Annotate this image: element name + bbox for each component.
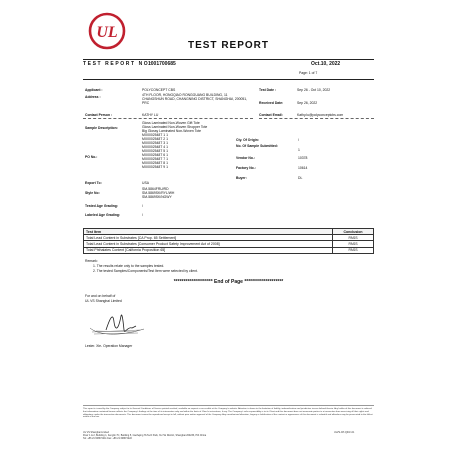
results-table — [83, 228, 374, 254]
received-date-label: Received Date: — [259, 101, 284, 105]
factory-no-value: 10614 — [298, 166, 308, 170]
report-number: 1001700685 — [148, 61, 176, 67]
signatory-company: UL VS Shanghai Limited — [85, 299, 122, 303]
signature-image — [88, 308, 148, 338]
tested-age-grading-value: / — [142, 204, 143, 208]
contact-email-value: Kathy.lu@polyconceptcbs.com — [297, 113, 344, 117]
po-value: MX0002548T 1 1 MX0002548T 2 1 MX0002548T 3 1 MX0002548T 4 1 MX0002548T 5 1 MX0002548T 6 1 MX0002548T 7 1 MX0002548T 8 1 MX0002548T 9 1 — [142, 133, 168, 169]
footer-code: ULVS-CP-QR-F-01 — [334, 431, 355, 434]
samples-submitted-value: 1 — [298, 148, 300, 152]
table-row — [84, 247, 374, 253]
applicant-label: Applicant : — [85, 88, 103, 92]
buyer-label: Buyer: — [236, 176, 247, 180]
page-number: Page: 1 of 7 — [299, 71, 318, 75]
end-of-page: ******************** End of Page ******************** — [173, 279, 284, 285]
remark-title: Remark: — [85, 259, 98, 263]
origin-label: Cty. Of Origin: — [236, 138, 259, 142]
labeled-age-grading-value: / — [142, 213, 143, 217]
on-behalf-text: For and on behalf of — [85, 294, 116, 298]
ul-logo-text: UL — [96, 24, 118, 41]
vendor-no-label: Vendor No.: — [236, 156, 256, 160]
divider-left — [83, 118, 253, 119]
vendor-no-value: 10378 — [298, 156, 308, 160]
export-to-label: Export To: — [85, 181, 102, 185]
sample-description-value: Gloss Laminated Non-Woven Gift Tote Gloss Laminated Non-Woven Shopper Tote Big Glossy Laminated Non-Woven Tote — [142, 121, 208, 133]
footer-disclaimer: This report is issued by the Company subject to its General Conditions of Service printed overleaf, available on request or accessible at the Company's website. Attention is drawn to the limitation of liability, indemnification and jurisdiction issues defined therein. Any holder of this document is advised that information contained hereon reflects the Company's findings at the time of its intervention only and within the limits of Client's instructions, if any. The Company's sole responsibility is to its Client and this document does not exonerate parties to a transaction from exercising all their rights and obligations under the transaction documents. This document cannot be reproduced except in full, without prior written approval of the Company. Any unauthorized alteration, forgery or falsification of the content or appearance of this document is unlawful and offenders may be prosecuted to the fullest extent of the law. — [83, 408, 373, 419]
footer-company: UL VS Shanghai Limited — [83, 431, 109, 434]
labeled-age-grading-label: Labeled Age Grading: — [85, 213, 121, 217]
test-item-cell: Total Lead Content in Substrates [Consumer Product Safety Improvement Act of 2008] — [84, 241, 333, 247]
contact-person-label: Contact Person : — [85, 113, 113, 117]
remark-item-1: 1. The results relate only to the samples tested. — [93, 264, 165, 268]
footer-phone: Tel: +86 21 6086 5211 Fax: +86 21 6086 5222 — [83, 437, 132, 440]
address-label: Address : — [85, 95, 101, 99]
tested-age-grading-label: Tested Age Grading: — [85, 204, 118, 208]
conclusion-cell: PASS — [333, 247, 374, 253]
test-item-cell: Total Phthalates Content [California Proposition 65] — [84, 247, 333, 253]
address-value: 4TH FLOOR, HONGQIAO RONGGUANG BUILDING, 11 CHANGSHUN ROAD, CHANGNING DISTRICT, SHANGHAI, 200051, PRC — [142, 93, 248, 105]
footer-rule — [83, 405, 374, 406]
applicant-value: POLYCONCEPT CBS — [142, 88, 176, 92]
divider-right — [259, 118, 374, 119]
test-date-label: Test Date : — [259, 88, 277, 92]
buyer-value: DL — [298, 176, 303, 180]
origin-value: / — [298, 138, 299, 142]
conclusion-cell: PASS — [333, 235, 374, 241]
footer-address: Floor 1 & 2, Building 1, Fenglin 7C, Building 5, Caohejing Hi-Tech Park, Xu Hui District, Shanghai 200233, P.R.China — [83, 434, 207, 437]
samples-submitted-label: No. Of Sample Submitted: — [236, 144, 278, 148]
remark-item-2: 2. The tested Samples/Components/Test Item were selected by client. — [93, 269, 198, 273]
po-label: PO No.: — [85, 155, 98, 159]
report-title: TEST REPORT — [187, 40, 269, 51]
header-conclusion: Conclusion — [333, 229, 374, 235]
sample-description-label: Sample Description: — [85, 126, 118, 130]
test-item-cell: Total Lead Content in Substrates [CA Prop. 65 Settlement] — [84, 235, 333, 241]
signer-name: Lester. Xie- Operation Manager — [85, 344, 133, 348]
test-date-value: Sep 26 - Oct 10, 2022 — [297, 88, 331, 92]
rule-under-number — [83, 79, 374, 80]
report-date: Oct.10, 2022 — [311, 61, 341, 67]
contact-person-value: KATHY LU — [142, 113, 159, 117]
factory-no-label: Factory No.: — [236, 166, 256, 170]
header-test-item: Test Item — [84, 229, 333, 235]
received-date-value: Sep 26, 2022 — [297, 101, 318, 105]
export-to-value: USA — [142, 181, 149, 185]
report-number-label: TEST REPORT NO: — [83, 61, 153, 67]
style-no-value: SM-5864FRU/RD SM-5869SK/RYL/WH SM-5869SK/NGWY — [142, 187, 175, 199]
conclusion-cell: PASS — [333, 241, 374, 247]
style-no-label: Style No: — [85, 191, 100, 195]
rule-top — [83, 59, 374, 60]
contact-email-label: Contact Email: — [259, 113, 283, 117]
